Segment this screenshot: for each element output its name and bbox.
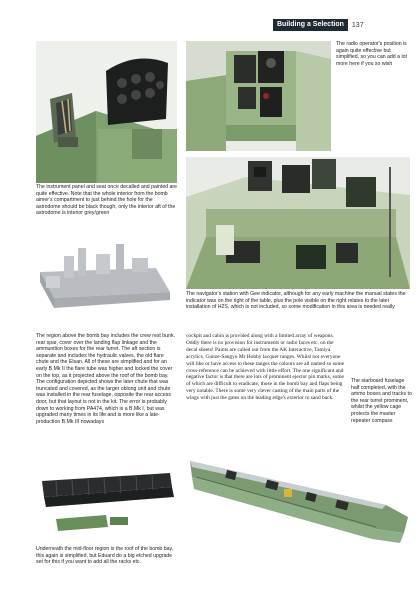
photo-instrument-panel — [36, 41, 177, 183]
photo-radio-operator — [186, 41, 331, 151]
caption-starboard-fuselage: The starboard fuselage half completed, with the ammo boxes and tracks to the rear turret prominent, whilst the yellow cage protects the master repeater compass — [351, 378, 412, 424]
photo-mid-floor — [36, 453, 177, 543]
section-title: Building a Selection — [273, 19, 348, 31]
page-number: 137 — [351, 21, 364, 29]
caption-bomb-bay: The region above the bomb bay includes the crew rest bunk, rear spar, cover over the landing flap linkage and the ammunition boxes for the rear turret. The aft section is separate and includes the hydraulic valves, the old flare chute and the Elsan. All of these are simplified and for an early B.Mk II the flare tube was higher and locked the cover on the top, as it projected above the roof of the bomb bay. The configuration depicted shows the later chute that was truncated and covered, as the larger oblong unit and chute was installed in the rear fuselage, opposite the rear access door, but that layout is not in the kit. The error is probably down to working from PA474, which is a B.Mk I, but was upgraded many times in its life and is more like a late-production B.Mk III nowadays — [36, 333, 175, 425]
photo-starboard-fuselage — [186, 447, 410, 550]
caption-instrument-panel: The instrument panel and seat once decalled and painted are quite effective. Note that the whole interior from the bomb aimer's compartment to just behind the hole for the astrodome should be black though, only the interior aft of the astrodome is interior grey/green — [36, 184, 178, 217]
body-text: cockpit and cabin is provided along with a limited array of weapons. Oddly there is no provision for instruments or radio faces etc. on the decal sheets! Paints are called out from the AK Interactive, Tamiya acrylics, Gunze-Sangyo Mr Hobby lacquer ranges. Whilst not everyone will like or have access to these ranges the colours are all named so some cross-reference can be achieved with little effort. The one significant and negative factor is that there are lots of prominent ejector pin marks, some of which are difficult to eradicate, those in the bomb bay and flaps being very notable. There is some very clever casting of the main parts of the wings with just the gates on the leading edge's exterior to sand back. — [186, 333, 345, 402]
caption-mid-floor: Underneath the mid-floor region is the roof of the bomb bay, this again is simplified, but Eduard do a big etched upgrade set for this if you want to add all the racks etc. — [36, 546, 174, 566]
photo-bomb-bay-parts — [36, 234, 177, 322]
caption-radio-operator: The radio operator's position is again quite effective but simplified, so you can add a lot more here if you so wish — [336, 41, 407, 67]
caption-navigator: The navigator's station with Gee indicator, although for any early machine the manual states the indicator was on the right of the table, plus the pole visible on the right relates to the later installation of H2S, which is not included, so some modification in this area is needed really — [186, 291, 406, 311]
photo-navigator-station — [186, 157, 410, 289]
running-header — [273, 19, 408, 31]
